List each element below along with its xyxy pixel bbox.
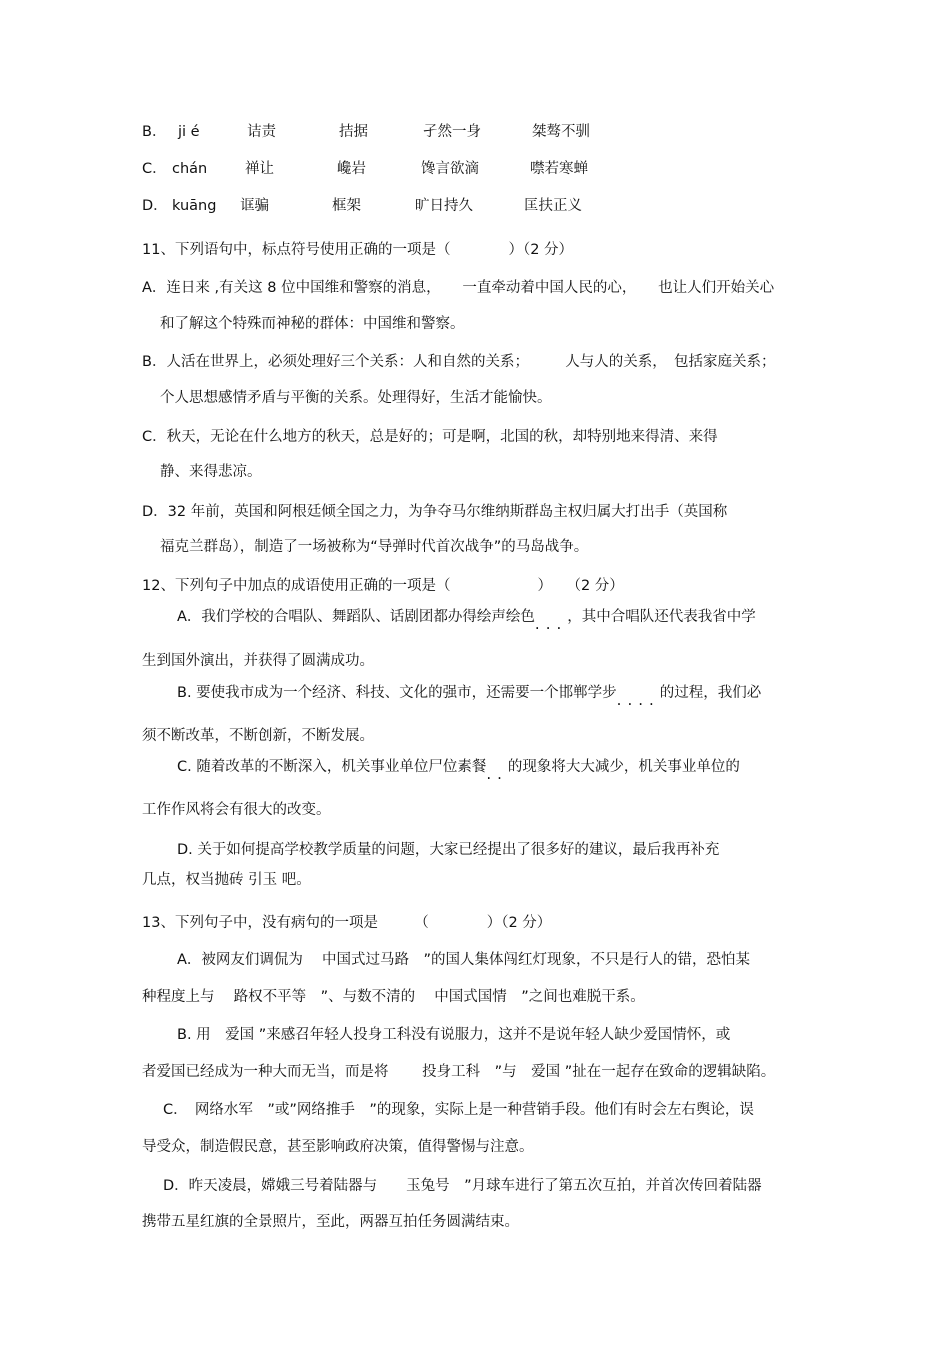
q12-option-a-cont: 生到国外演出，并获得了圆满成功。	[142, 653, 374, 669]
q11-option-b-cont: 个人思想感情矛盾与平衡的关系。处理得好，生活才能愉快。	[160, 390, 552, 406]
q12-option-a: A．我们学校的合唱队、舞蹈队、话剧团都办得绘声绘色...，其中合唱队还代表我省中学	[177, 609, 756, 633]
q11-option-c: C．秋天，无论在什么地方的秋天，总是好的；可是啊，北国的秋，却特别地来得清、来得	[142, 429, 718, 445]
q11-option-d-cont: 福克兰群岛），制造了一场被称为“导弹时代首次战争”的马岛战争。	[160, 539, 589, 555]
word: 框架	[332, 198, 361, 214]
q11-option-a: A．连日来 ,有关这 8 位中国维和警察的消息， 一直牵动着中国人民的心， 也让人们开始关心	[142, 280, 775, 296]
q12-stem: 12、下列句子中加点的成语使用正确的一项是（ ） （2 分）	[142, 578, 624, 594]
q11-option-c-cont: 静、来得悲凉。	[160, 464, 262, 480]
emphasis-dots: ...	[534, 615, 568, 633]
emphasis-dots: ....	[616, 691, 660, 709]
emphasis-dots: ..	[486, 765, 508, 783]
q11-option-d: D．32 年前，英国和阿根廷倾全国之力，为争夺马尔维纳斯群岛主权归属大打出手（英国称	[142, 504, 728, 520]
word: 孑然一身	[423, 124, 481, 140]
word: 匡扶正义	[524, 198, 582, 214]
q12-option-b-cont: 须不断改革，不断创新，不断发展。	[142, 728, 374, 744]
q13-option-b: B. 用 爱国 ”来感召年轻人投身工科没有说服力，这并不是说年轻人缺少爱国情怀，或	[177, 1027, 731, 1043]
q11-option-b: B．人活在世界上，必须处理好三个关系：人和自然的关系； 人与人的关系， 包括家庭关系；	[142, 354, 776, 370]
word: 旷日持久	[415, 198, 473, 214]
q13-option-d: D．昨天凌晨，嫦娥三号着陆器与 玉兔号 ”月球车进行了第五次互拍，并首次传回着陆器	[163, 1178, 762, 1194]
word: 诓骗	[240, 198, 269, 214]
word: 诘责	[247, 124, 276, 140]
q13-option-c-cont: 导受众，制造假民意，甚至影响政府决策，值得警惕与注意。	[142, 1139, 534, 1155]
q13-option-a: A．被网友们调侃为 中国式过马路 ”的国人集体闯红灯现象，不只是行人的错，恐怕某	[177, 952, 751, 968]
q13-option-c: C． 网络水军 ”或”网络推手 ”的现象，实际上是一种营销手段。他们有时会左右舆论，误	[163, 1102, 754, 1118]
q12-option-c: C. 随着改革的不断深入，机关事业单位尸位素餐..的现象将大大减少，机关事业单位的	[177, 759, 740, 783]
exam-page: B． ji é 诘责 拮据 孑然一身 桀骜不驯 C． chán 禅让 巉岩 馋言欲滴 噤若寒蝉 D． kuāng 诓骗 框架 旷日持久 匡扶正义 11、下列语句中，标点符号使用正确的一项是（ ）（2 分） A．连日来 ,有关这 8 位中国维和警察的消息， 一直牵动着中国人民的心， 也让人们开始关心 和了解这个特殊而神秘的群体：中国维和警察。 B．人活在世界上，必须处理好三个关系：人和自然的关系； 人与人的关系， 包括家庭关系； 个人思想感情矛盾与平衡的关系。处理得好，生活才能愉快。 C．秋天，无论在什么地方的秋天，总是好的；可是啊，北国的秋，却特别地来得清、来得 静、来得悲凉。 D．32 年前，英国和阿根廷倾全国之力，为争夺马尔维纳斯群岛主权归属大打出手（英国称 福克兰群岛），制造了一场被称为“导弹时代首次战争”的马岛战争。 12、下列句子中加点的成语使用正确的一项是（ ） （2 分） A．我们学校的合唱队、舞蹈队、话剧团都办得绘声绘色...，其中合唱队还代表我省中学 生到国外演出，并获得了圆满成功。 B. 要使我市成为一个经济、科技、文化的强市，还需要一个邯郸学步....的过程，我们必 须不断改革，不断创新，不断发展。 C. 随着改革的不断深入，机关事业单位尸位素餐..的现象将大大减少，机关事业单位的 工作作风将会有很大的改变。 D. 关于如何提高学校教学质量的问题，大家已经提出了很多好的建议，最后我再补充 几点，权当抛砖 引玉 吧。 13、下列句子中，没有病句的一项是 （ ）（2 分） A．被网友们调侃为 中国式过马路 ”的国人集体闯红灯现象，不只是行人的错，恐怕某 种程度上与 路权不平等 ”、与数不清的 中国式国情 ”之间也难脱干系。 B. 用 爱国 ”来感召年轻人投身工科没有说服力，这并不是说年轻人缺少爱国情怀，或 者爱国已经成为一种大而无当，而是将 投身工科 ”与 爱国 ”扯在一起存在致命的逻辑缺陷。 C． 网络水军 ”或”网络推手 ”的现象，实际上是一种营销手段。他们有时会左右舆论，误 导受众，制造假民意，甚至影响政府决策，值得警惕与注意。 D．昨天凌晨，嫦娥三号着陆器与 玉兔号 ”月球车进行了第五次互拍，并首次传回着陆器 携带五星红旗的全景照片，至此，两器互拍任务圆满结束。	[142, 124, 776, 1230]
q11-stem: 11、下列语句中，标点符号使用正确的一项是（ ）（2 分）	[142, 242, 574, 258]
q13-option-d-cont: 携带五星红旗的全景照片，至此，两器互拍任务圆满结束。	[142, 1214, 519, 1230]
q12-option-b: B. 要使我市成为一个经济、科技、文化的强市，还需要一个邯郸学步....的过程，我们必	[177, 685, 762, 709]
q12-option-c-cont: 工作作风将会有很大的改变。	[142, 802, 331, 818]
q12-option-d: D. 关于如何提高学校教学质量的问题，大家已经提出了很多好的建议，最后我再补充	[177, 842, 720, 858]
word: 馋言欲滴	[421, 161, 479, 177]
word: 桀骜不驯	[532, 124, 590, 140]
word: 巉岩	[337, 161, 366, 177]
q13-stem: 13、下列句子中，没有病句的一项是 （ ）（2 分）	[142, 915, 552, 931]
q13-option-b-cont: 者爱国已经成为一种大而无当，而是将 投身工科 ”与 爱国 ”扯在一起存在致命的逻辑缺陷。	[142, 1064, 776, 1080]
q12-option-d-cont: 几点，权当抛砖 引玉 吧。	[142, 872, 311, 888]
q11-option-a-cont: 和了解这个特殊而神秘的群体：中国维和警察。	[160, 316, 465, 332]
word: 禅让	[245, 161, 274, 177]
word: 噤若寒蝉	[530, 161, 588, 177]
q13-option-a-cont: 种程度上与 路权不平等 ”、与数不清的 中国式国情 ”之间也难脱干系。	[142, 989, 645, 1005]
word: 拮据	[339, 124, 368, 140]
